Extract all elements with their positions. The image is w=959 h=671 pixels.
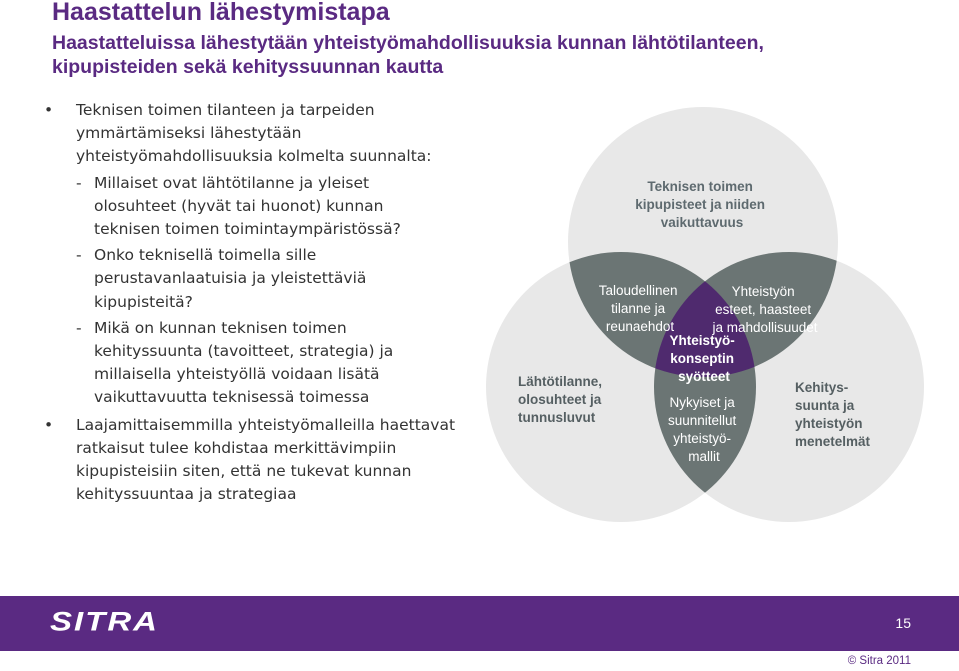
sub-item-line: vaikuttavuutta teknisessä toimessa bbox=[94, 388, 370, 407]
page-number: 15 bbox=[895, 615, 911, 631]
label-line: Yhteistyön bbox=[731, 284, 795, 299]
subtitle-line: kipupisteiden sekä kehityssuunnan kautta bbox=[52, 56, 444, 78]
bullet-line: ymmärtämiseksi lähestytään bbox=[76, 124, 302, 143]
bullet-line: kipupisteisiin siten, että ne tukevat kunnan bbox=[76, 462, 412, 481]
page-title: Haastattelun lähestymistapa bbox=[52, 0, 390, 26]
sub-item-line: Onko teknisellä toimella sille bbox=[94, 246, 317, 265]
sitra-logo: SITRA bbox=[50, 605, 159, 637]
bullet-item bbox=[44, 99, 484, 169]
sub-item-line: kehityssuunta (tavoitteet, strategia) ja bbox=[94, 342, 394, 361]
venn-left-label bbox=[518, 374, 606, 425]
label-line: Lähtötilanne, bbox=[518, 374, 602, 389]
label-line: ja mahdollisuudet bbox=[712, 320, 818, 335]
sub-item-line: millaisella yhteistyöllä voidaan lisätä bbox=[94, 365, 380, 384]
dash-marker: - bbox=[76, 318, 82, 337]
sub-item-line: teknisen toimen toimintaympäristössä? bbox=[94, 220, 401, 239]
label-line: Taloudellinen bbox=[598, 283, 678, 298]
sub-item bbox=[44, 317, 484, 410]
label-line: syötteet bbox=[678, 369, 730, 384]
label-line: Yhteistyö- bbox=[669, 333, 735, 348]
sub-item bbox=[44, 172, 484, 242]
label-line: konseptin bbox=[670, 351, 734, 366]
sub-item-line: perustavanlaatuisia ja yleistettäviä bbox=[94, 269, 367, 288]
label-line: reunaehdot bbox=[605, 319, 675, 334]
label-line: Nykyiset ja bbox=[669, 395, 735, 410]
footer-bar bbox=[0, 596, 959, 651]
subtitle-line: Haastatteluissa lähestytään yhteistyömahdollisuuksia kunnan lähtötilanteen, bbox=[52, 32, 764, 54]
label-line: mallit bbox=[688, 449, 720, 464]
venn-center-label bbox=[669, 333, 738, 384]
copyright-text: © Sitra 2011 bbox=[847, 655, 911, 667]
label-line: olosuhteet ja bbox=[518, 392, 602, 407]
dash-marker: - bbox=[76, 173, 82, 192]
bullet-list bbox=[44, 99, 484, 506]
venn-diagram bbox=[478, 107, 953, 585]
label-line: kipupisteet ja niiden bbox=[635, 197, 766, 212]
bullet-line: kehityssuuntaa ja strategiaa bbox=[76, 485, 297, 504]
label-line: suunta ja bbox=[795, 398, 855, 413]
label-line: menetelmät bbox=[795, 434, 871, 449]
label-line: vaikuttavuus bbox=[660, 215, 744, 230]
bullet-marker: • bbox=[44, 415, 54, 434]
venn-top-left-overlap-label bbox=[599, 283, 682, 334]
sub-item-line: Millaiset ovat lähtötilanne ja yleiset bbox=[94, 173, 370, 192]
label-line: esteet, haasteet bbox=[715, 302, 812, 317]
bullet-item bbox=[44, 414, 484, 507]
bullet-line: ratkaisut tulee kohdistaa merkittävimpiin bbox=[76, 438, 397, 457]
sub-item-line: kipupisteitä? bbox=[94, 292, 193, 311]
bullet-line: Laajamittaisemmilla yhteistyömalleilla haettavat bbox=[76, 415, 456, 434]
label-line: suunnitellut bbox=[667, 413, 737, 428]
bullet-marker: • bbox=[44, 101, 54, 119]
sub-list bbox=[44, 172, 484, 410]
sub-item-line: olosuhteet (hyvät tai huonot) kunnan bbox=[94, 196, 384, 215]
label-line: tunnusluvut bbox=[518, 410, 596, 425]
label-line: yhteistyön bbox=[795, 416, 863, 431]
label-line: Kehitys- bbox=[795, 380, 849, 395]
sub-item bbox=[44, 244, 484, 314]
dash-marker: - bbox=[76, 246, 82, 265]
bullet-line: yhteistyömahdollisuuksia kolmelta suunnalta: bbox=[76, 147, 432, 166]
bullet-line: Teknisen toimen tilanteen ja tarpeiden bbox=[76, 101, 375, 119]
label-line: yhteistyö- bbox=[673, 431, 732, 446]
page-subtitle bbox=[52, 31, 932, 79]
sub-item-line: Mikä on kunnan teknisen toimen bbox=[94, 318, 347, 337]
label-line: Teknisen toimen bbox=[647, 179, 753, 194]
label-line: tilanne ja bbox=[611, 301, 666, 316]
